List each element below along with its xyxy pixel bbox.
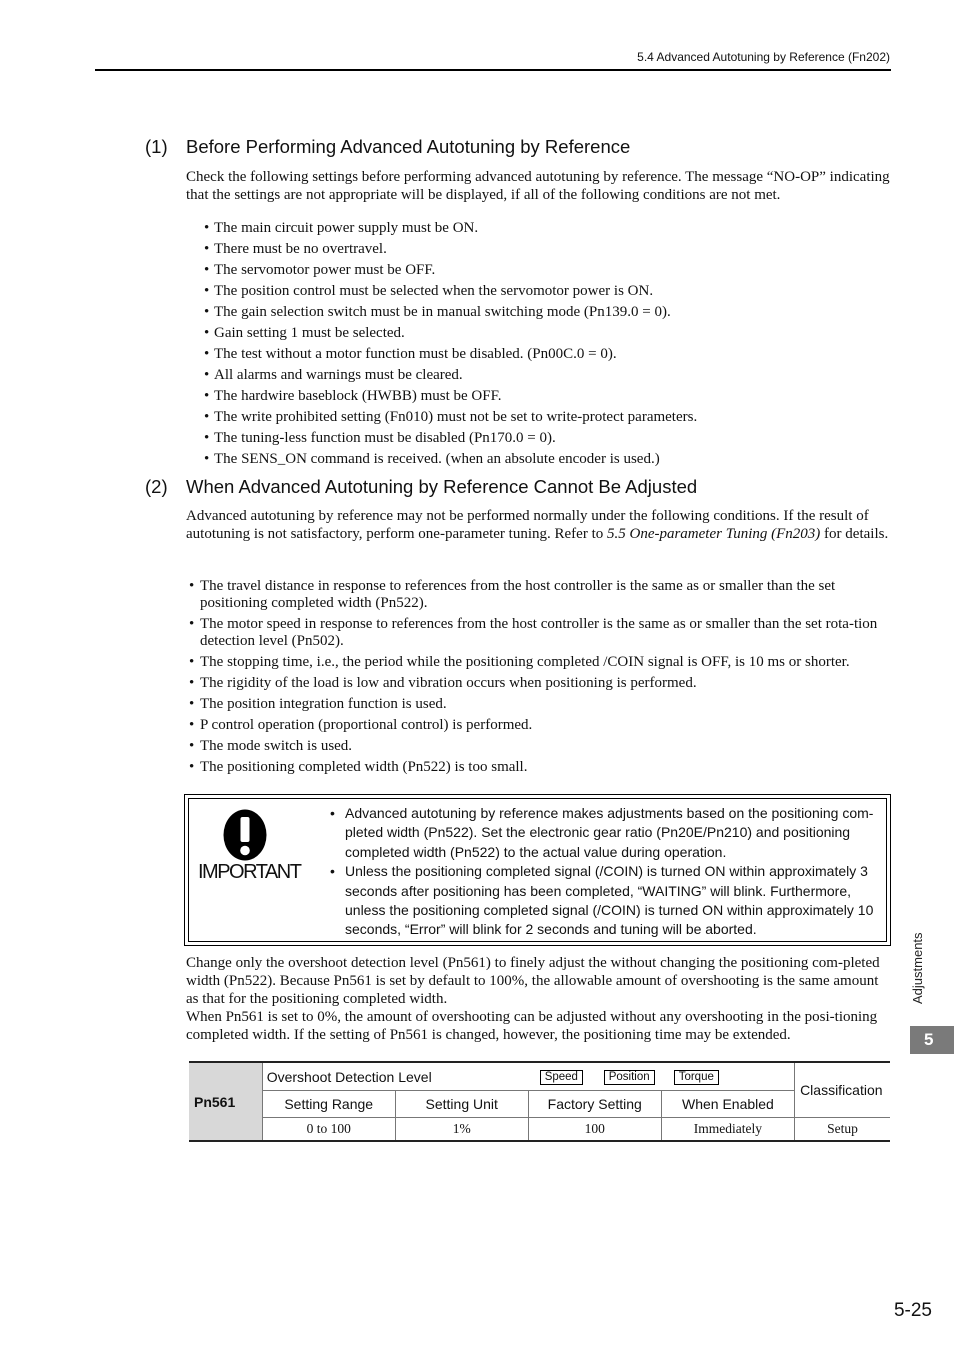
parameter-name-cell: [262, 1062, 794, 1091]
list-item: • There must be no overtravel.: [204, 241, 894, 258]
important-notice-inner: [188, 798, 887, 942]
list-item: • The servomotor power must be OFF.: [204, 262, 894, 279]
list-item: • The positioning completed width (Pn522) is too small.: [189, 759, 894, 776]
section-1-intro: Check the following settings before performing advanced autotuning by reference. The message “NO-OP” indicating that the settings are not appropriate will be displayed, if all of the following conditions are not met.: [186, 169, 890, 203]
list-item: • The SENS_ON command is received. (when an absolute encoder is used.): [204, 451, 894, 468]
cross-reference-link[interactable]: 5.5 One-parameter Tuning (Fn203): [606, 526, 821, 542]
list-item: • The stopping time, i.e., the period while the positioning completed /COIN signal is OFF, is 10 ms or shorter.: [189, 654, 894, 671]
position-mode-tag: Position: [604, 1070, 655, 1085]
section-2-number: (2): [145, 476, 168, 497]
setting-unit-header: Setting Unit: [395, 1091, 528, 1118]
important-label: IMPORTANT: [198, 861, 301, 883]
list-item: • The write prohibited setting (Fn010) must not be set to write-protect parameters.: [204, 409, 894, 426]
list-item: • The motor speed in response to references from the host controller is the same as or smaller than the set rota-tion detection level (Pn502).: [189, 616, 894, 650]
section-2-heading: [145, 476, 697, 498]
list-item: • The rigidity of the load is low and vibration occurs when positioning is performed.: [189, 675, 894, 692]
setting-range-value: 0 to 100: [262, 1118, 395, 1142]
setting-range-header: Setting Range: [262, 1091, 395, 1118]
when-enabled-value: Immediately: [661, 1118, 794, 1142]
section-1-title: Before Performing Advanced Autotuning by Reference: [186, 136, 631, 157]
conditions-list: [204, 220, 894, 472]
list-item: • The main circuit power supply must be ON.: [204, 220, 894, 237]
list-item: • P control operation (proportional control) is performed.: [189, 717, 894, 734]
chapter-tab[interactable]: 5: [910, 1026, 954, 1054]
parameter-table: [189, 1061, 890, 1142]
when-enabled-header: When Enabled: [661, 1091, 794, 1118]
list-item: • Gain setting 1 must be selected.: [204, 325, 894, 342]
chapter-side-label: Adjustments: [910, 932, 925, 1004]
important-notice-box: [184, 794, 891, 946]
list-item: • Unless the positioning completed signal (/COIN) is turned ON within approximately 3 seconds after positioning has been completed, “WAITING” will blink. Furthermore, unless the positioning completed signal (/COIN) is turned ON within approximately 10 seconds, “Error” will blink for 2 seconds and tuning will be aborted.: [328, 862, 888, 940]
classification-value: Setup: [795, 1118, 890, 1142]
section-2-intro: [186, 507, 892, 543]
list-item: • The travel distance in response to references from the host controller is the same as or smaller than the set positioning completed width (Pn522).: [189, 578, 894, 612]
list-item: • The position control must be selected when the servomotor power is ON.: [204, 283, 894, 300]
list-item: • The gain selection switch must be in manual switching mode (Pn139.0 = 0).: [204, 304, 894, 321]
list-item: • Advanced autotuning by reference makes adjustments based on the positioning com-pleted width (Pn522). Set the electronic gear ratio (Pn20E/Pn210) and positioning completed width (Pn522) to the actual value during operation.: [328, 804, 888, 862]
exclamation-circle-icon: [223, 809, 267, 861]
section-1-heading: [145, 136, 630, 158]
list-item: • The hardwire baseblock (HWBB) must be OFF.: [204, 388, 894, 405]
page-number: 5-25: [893, 1300, 932, 1321]
speed-mode-tag: Speed: [540, 1070, 583, 1085]
section-2-intro-text: Advanced autotuning by reference may not be performed normally under the following conditions. If the result of autotuning is not satisfactory, perform one-parameter tuning. Refer to: [186, 508, 869, 542]
factory-setting-value: 100: [528, 1118, 661, 1142]
parameter-code: Pn561: [189, 1062, 262, 1141]
important-list: [328, 804, 888, 940]
parameter-name: Overshoot Detection Level: [266, 1068, 432, 1085]
list-item: • The test without a motor function must be disabled. (Pn00C.0 = 0).: [204, 346, 894, 363]
list-item: • All alarms and warnings must be cleared.: [204, 367, 894, 384]
torque-mode-tag: Torque: [674, 1070, 719, 1085]
header-rule: [95, 69, 891, 71]
list-item: • The tuning-less function must be disabled (Pn170.0 = 0).: [204, 430, 894, 447]
section-2-title: When Advanced Autotuning by Reference Cannot Be Adjusted: [186, 476, 698, 497]
list-item: • The mode switch is used.: [189, 738, 894, 755]
causes-list: [189, 578, 894, 780]
factory-setting-header: Factory Setting: [528, 1091, 661, 1118]
section-1-number: (1): [145, 136, 168, 157]
running-header: 5.4 Advanced Autotuning by Reference (Fn202): [637, 50, 890, 64]
section-2-intro-tail: for details.: [820, 526, 889, 542]
classification-header: Classification: [795, 1062, 890, 1118]
list-item: • The position integration function is used.: [189, 696, 894, 713]
overshoot-paragraph: Change only the overshoot detection level (Pn561) to finely adjust the without changing the positioning com-pleted width (Pn522). Because Pn561 is set by default to 100%, the allowable amount of overshooting is the same amount as that for the positioning completed width. When Pn561 is set to 0%, the amount of overshooting can be adjusted without any overshooting in the posi-tioning completed width. If the setting of Pn561 is changed, however, the positioning time may be extended.: [186, 955, 880, 1043]
setting-unit-value: 1%: [395, 1118, 528, 1142]
